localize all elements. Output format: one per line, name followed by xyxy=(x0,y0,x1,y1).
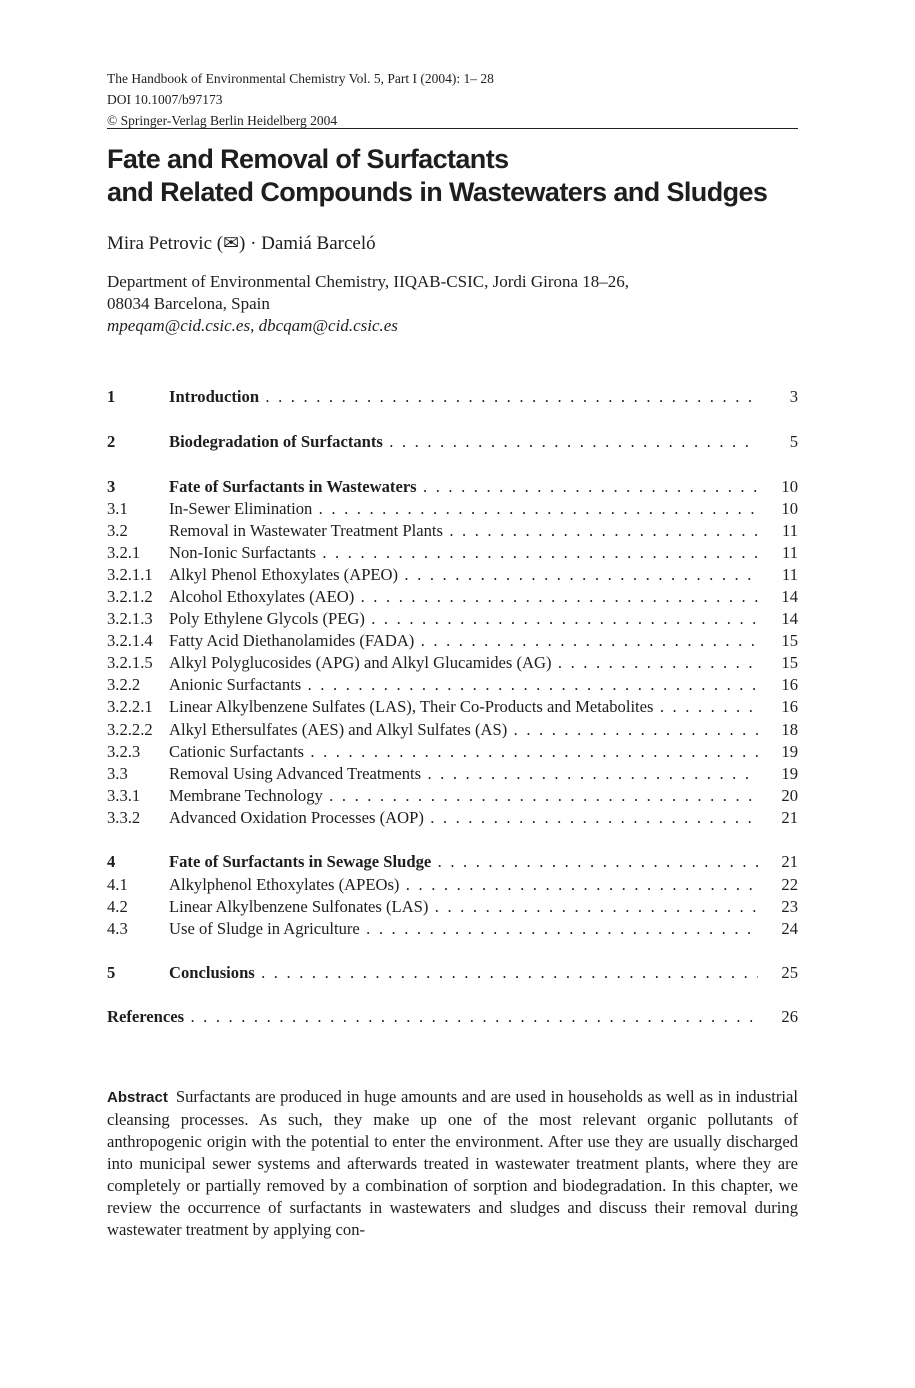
toc-entry-number: 3.2.2.1 xyxy=(107,697,153,716)
toc-entry[interactable] xyxy=(107,586,798,608)
toc-entry-number: 1 xyxy=(107,387,116,406)
journal-citation: The Handbook of Environmental Chemistry Vol. 5, Part I (2004): 1– 28 xyxy=(107,71,494,86)
chapter-title-line-1: Fate and Removal of Surfactants xyxy=(107,144,509,174)
toc-entry-number: 4.3 xyxy=(107,919,128,938)
toc-entry-page: 21 xyxy=(781,808,798,827)
toc-entry-number: 4.2 xyxy=(107,897,128,916)
toc-entry-page: 21 xyxy=(781,852,798,871)
toc-entry[interactable] xyxy=(107,763,798,785)
toc-entry-number: 3.2 xyxy=(107,521,128,540)
toc-entry[interactable] xyxy=(107,520,798,542)
toc-entry-number: 3.2.2.2 xyxy=(107,720,153,739)
toc-entry-title: Anionic Surfactants . . . xyxy=(169,674,758,696)
toc-entry-title: Linear Alkylbenzene Sulfates (LAS), Their Co-Products and Metabolites . . . xyxy=(169,696,758,718)
toc-entry[interactable] xyxy=(107,674,798,696)
toc-entry-number: 3.2.1 xyxy=(107,543,141,562)
header-rule xyxy=(107,128,798,129)
toc-entry[interactable] xyxy=(107,696,798,718)
toc-entry-page: 11 xyxy=(782,521,798,540)
toc-entry-title: Linear Alkylbenzene Sulfonates (LAS) . . . xyxy=(169,896,758,918)
toc-entry-page: 11 xyxy=(782,565,798,584)
affiliation-line-2: 08034 Barcelona, Spain xyxy=(107,294,270,313)
toc-entry[interactable] xyxy=(107,542,798,564)
toc-entry-number: 3.2.1.2 xyxy=(107,587,153,606)
toc-entry-number: 3.2.3 xyxy=(107,742,141,761)
toc-entry[interactable] xyxy=(107,896,798,918)
toc-entry-title: Conclusions . . . xyxy=(169,962,758,984)
toc-entry-page: 14 xyxy=(781,609,798,628)
toc-entry-number: 4.1 xyxy=(107,875,128,894)
toc-entry-number: 3.1 xyxy=(107,499,128,518)
toc-entry-page: 25 xyxy=(781,963,798,982)
copyright: © Springer-Verlag Berlin Heidelberg 2004 xyxy=(107,113,338,128)
toc-entry[interactable] xyxy=(107,608,798,630)
toc-entry-title: Removal in Wastewater Treatment Plants . . . xyxy=(169,520,758,542)
abstract-label: Abstract xyxy=(107,1089,168,1106)
toc-entry-title: Fate of Surfactants in Wastewaters . . . xyxy=(169,476,758,498)
toc-entry-number: 4 xyxy=(107,852,116,871)
toc-entry-title: Alkyl Ethersulfates (AES) and Alkyl Sulfates (AS) . . . xyxy=(169,719,758,741)
toc-entry-page: 10 xyxy=(781,477,798,496)
toc-entry-number: 5 xyxy=(107,963,116,982)
toc-entry[interactable] xyxy=(107,785,798,807)
author-emails: mpeqam@cid.csic.es, dbcqam@cid.csic.es xyxy=(107,316,398,335)
toc-entry[interactable] xyxy=(107,564,798,586)
toc-entry-title: In-Sewer Elimination . . . xyxy=(169,498,758,520)
toc-entry-page: 19 xyxy=(781,764,798,783)
toc-entry-page: 18 xyxy=(781,720,798,739)
affiliation-line-1: Department of Environmental Chemistry, IIQAB-CSIC, Jordi Girona 18–26, xyxy=(107,272,630,291)
toc-entry-page: 5 xyxy=(789,432,798,451)
abstract xyxy=(107,1086,798,1241)
toc-entry-title: Non-Ionic Surfactants . . . xyxy=(169,542,758,564)
journal-header xyxy=(107,68,797,131)
toc-entry-number: 3.3.1 xyxy=(107,786,141,805)
abstract-text: Surfactants are produced in huge amounts and are used in households as well as in industrial cleansing processes. As such, they make up one of the most relevant organic pollutants of anthropogenic origin with the potential to enter the environment. After use they are usually discharged into municipal sewer systems and afterwards treated in wastewater treatment plants, where they are completely or partially removed by a combination of sorption and biodegradation. In this chapter, we review the occurrence of surfactants in wastewaters and sludges and discuss their removal during wastewater treatment by applying con- xyxy=(107,1087,798,1239)
toc-entry-title: Alkyl Polyglucosides (APG) and Alkyl Glucamides (AG) . . . xyxy=(169,652,758,674)
toc-entry[interactable] xyxy=(107,807,798,829)
toc-entry-title: References . . . xyxy=(107,1006,758,1028)
toc-entry-number: 3.3 xyxy=(107,764,128,783)
toc-entry-title: Alkyl Phenol Ethoxylates (APEO) . . . xyxy=(169,564,758,586)
chapter-title-line-2: and Related Compounds in Wastewaters and Sludges xyxy=(107,177,768,207)
toc-entry-title: Fatty Acid Diethanolamides (FADA) . . . xyxy=(169,630,758,652)
toc-entry-page: 3 xyxy=(789,387,798,406)
toc-entry-page: 19 xyxy=(781,742,798,761)
toc-entry-title: Membrane Technology . . . xyxy=(169,785,758,807)
toc-entry-page: 24 xyxy=(781,919,798,938)
toc-entry-page: 26 xyxy=(781,1007,798,1026)
toc-entry[interactable] xyxy=(107,476,798,498)
toc-entry-page: 10 xyxy=(781,499,798,518)
toc-entry[interactable] xyxy=(107,630,798,652)
toc-entry-title: Removal Using Advanced Treatments . . . xyxy=(169,763,758,785)
authors: Mira Petrovic (✉) · Damiá Barceló xyxy=(107,233,376,254)
toc-entry-title: Fate of Surfactants in Sewage Sludge . . . xyxy=(169,851,758,873)
toc-entry-title: Introduction . . . xyxy=(169,386,758,408)
toc-entry[interactable] xyxy=(107,741,798,763)
toc-entry-page: 14 xyxy=(781,587,798,606)
toc-entry[interactable] xyxy=(107,1006,798,1028)
toc-entry-page: 20 xyxy=(781,786,798,805)
doi: DOI 10.1007/b97173 xyxy=(107,92,223,107)
toc-entry[interactable] xyxy=(107,652,798,674)
toc-entry-number: 3.2.1.3 xyxy=(107,609,153,628)
toc-entry-page: 16 xyxy=(781,675,798,694)
affiliation xyxy=(107,271,807,337)
toc-entry[interactable] xyxy=(107,431,798,453)
toc-entry[interactable] xyxy=(107,962,798,984)
toc-entry-title: Alkylphenol Ethoxylates (APEOs) . . . xyxy=(169,874,758,896)
toc-entry-page: 23 xyxy=(781,897,798,916)
toc-entry-page: 16 xyxy=(781,697,798,716)
toc-entry-number: 3.3.2 xyxy=(107,808,141,827)
toc-entry[interactable] xyxy=(107,918,798,940)
chapter-title xyxy=(107,143,807,209)
toc-entry-number: 3.2.1.5 xyxy=(107,653,153,672)
toc-entry[interactable] xyxy=(107,874,798,896)
toc-entry-title: Use of Sludge in Agriculture . . . xyxy=(169,918,758,940)
toc-entry[interactable] xyxy=(107,498,798,520)
toc-entry-page: 15 xyxy=(781,631,798,650)
toc-entry-page: 11 xyxy=(782,543,798,562)
toc-entry-number: 3.2.1.1 xyxy=(107,565,153,584)
toc-entry-title: Cationic Surfactants . . . xyxy=(169,741,758,763)
toc-entry-number: 3.2.1.4 xyxy=(107,631,153,650)
toc-entry[interactable] xyxy=(107,719,798,741)
toc-entry-title: Biodegradation of Surfactants . . . xyxy=(169,431,758,453)
toc-entry-title: Alcohol Ethoxylates (AEO) . . . xyxy=(169,586,758,608)
toc-entry-number: 3 xyxy=(107,477,116,496)
toc-entry-number: 3.2.2 xyxy=(107,675,141,694)
toc-entry[interactable] xyxy=(107,386,798,408)
toc-entry[interactable] xyxy=(107,851,798,873)
toc-entry-page: 22 xyxy=(781,875,798,894)
toc-entry-page: 15 xyxy=(781,653,798,672)
toc-entry-title: Poly Ethylene Glycols (PEG) . . . xyxy=(169,608,758,630)
toc-entry-title: Advanced Oxidation Processes (AOP) . . . xyxy=(169,807,758,829)
toc-entry-number: 2 xyxy=(107,432,116,451)
